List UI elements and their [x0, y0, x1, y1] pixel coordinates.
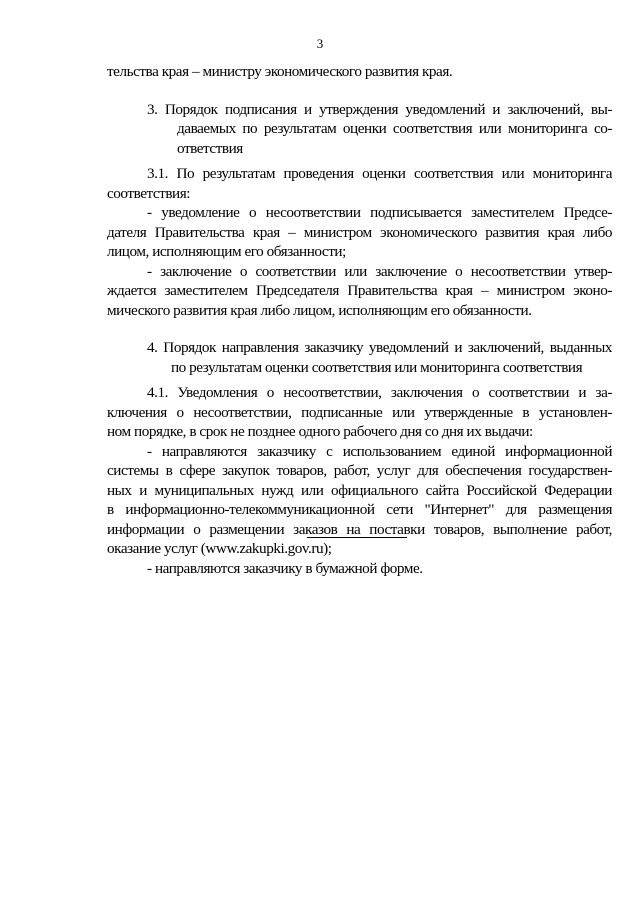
text-line: ных и муниципальных нужд или официального сайта Российской Федерации [107, 481, 612, 499]
paragraph-4-1 [107, 383, 612, 442]
heading-line: 3. Порядок подписания и утверждения уведомлений и заключений, вы- [147, 100, 612, 118]
text-line: ном порядке, в срок не позднее одного рабочего дня со дня их выдачи: [107, 423, 533, 440]
text-line: в информационно-телекоммуникационной сети "Интернет" для размещения [107, 501, 612, 518]
heading-line: ответствия [177, 139, 243, 157]
text-line: тельства края – министру экономического развития края. [107, 63, 453, 80]
list-item-conclusion [107, 262, 612, 321]
heading-line: даваемых по результатам оценки соответствия или мониторинга со- [177, 120, 612, 137]
section-4-heading [107, 338, 612, 377]
text-line: дателя Правительства края – министром экономического развития края либо [107, 223, 612, 241]
list-item-paper [107, 559, 612, 579]
text-line: ключения о несоответствии, подписанные или утвержденные в установлен- [107, 403, 612, 421]
text-line: оказание услуг (www.zakupki.gov.ru); [107, 540, 332, 557]
text-line: лицом, исполняющим его обязанности; [107, 243, 346, 260]
closing-rule [307, 537, 407, 538]
list-item-notice [107, 203, 612, 262]
heading-line: по результатам оценки соответствия или мониторинга соответствия [171, 358, 583, 376]
spacer [107, 320, 612, 338]
document-body [107, 62, 612, 578]
text-line: информации о размещении заказов на поставки товаров, выполнение работ, [107, 520, 612, 538]
text-line: - направляются заказчику с использованием единой информационной [147, 442, 612, 460]
paragraph-3-1 [107, 164, 612, 203]
page-number: 3 [316, 36, 324, 51]
text-line: - заключение о соответствии или заключение о несоответствии утвер- [147, 262, 612, 280]
text-line: - уведомление о несоответствии подписывается заместителем Предсе- [147, 204, 612, 221]
heading-line: 4. Порядок направления заказчику уведомлений и заключений, выданных [147, 339, 612, 356]
spacer [107, 82, 612, 100]
text-line: соответствия: [107, 184, 191, 202]
text-line: ждается заместителем Председателя Правительства края – министром эконо- [107, 282, 612, 299]
text-line: 3.1. По результатам проведения оценки соответствия или мониторинга [147, 165, 612, 182]
text-line: 4.1. Уведомления о несоответствии, заключения о соответствии и за- [147, 384, 612, 401]
text-line: системы в сфере закупок товаров, работ, услуг для обеспечения государствен- [107, 462, 612, 479]
text-line: - направляются заказчику в бумажной форме. [147, 559, 423, 577]
section-3-heading [107, 100, 612, 159]
list-item-eis [107, 442, 612, 559]
text-line: мического развития края либо лицом, исполняющим его обязанности. [107, 301, 532, 319]
